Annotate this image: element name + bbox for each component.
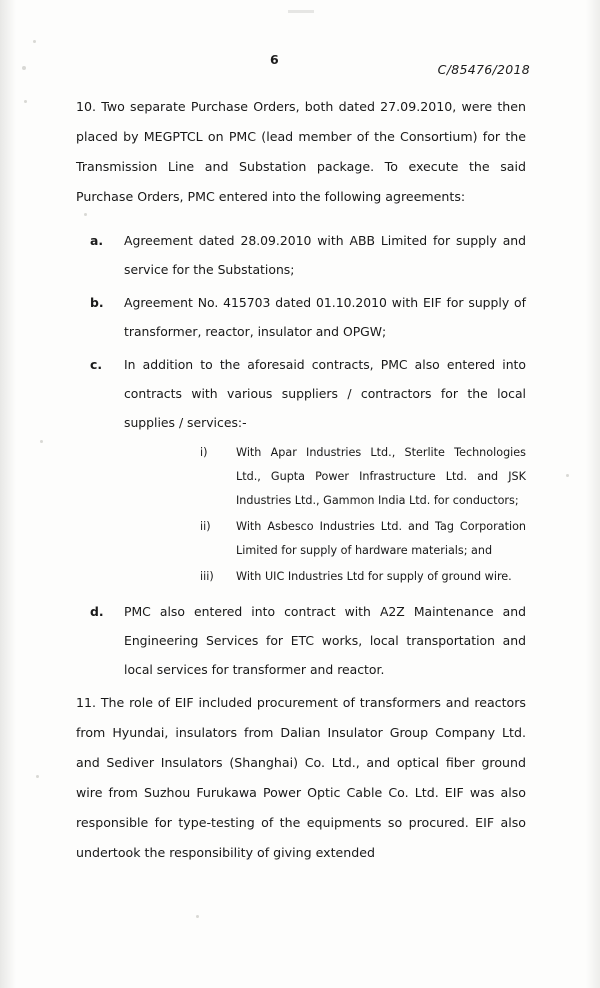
paragraph-10 (76, 92, 526, 212)
list-item-text: With Apar Industries Ltd., Sterlite Technologies Ltd., Gupta Power Infrastructure Ltd. and JSK Industries Ltd., Gammon India Ltd. for conductors; (236, 446, 526, 507)
scan-artifact (24, 100, 27, 103)
list-item (192, 441, 526, 513)
alpha-list-continued (76, 597, 526, 684)
scan-artifact (196, 915, 199, 918)
list-marker: b. (90, 295, 104, 310)
paragraph-10-text: Two separate Purchase Orders, both dated 27.09.2010, were then placed by MEGPTCL on PMC (lead member of the Consortium) for the Transmission Line and Substation package. To execute the said Purchase Orders, PMC entered into the following agreements: (76, 99, 526, 204)
list-item (192, 565, 526, 589)
document-body (76, 92, 526, 882)
list-item (76, 288, 526, 346)
list-item-text: In addition to the aforesaid contracts, PMC also entered into contracts with various suppliers / contractors for the local supplies / services:- (124, 357, 526, 430)
scan-artifact (22, 66, 26, 70)
scan-artifact (40, 440, 43, 443)
page-number: 6 (270, 52, 279, 67)
list-marker: c. (90, 357, 103, 372)
scan-artifact (288, 10, 314, 13)
list-item (76, 226, 526, 284)
page-header (60, 52, 530, 78)
scan-artifact (566, 474, 569, 477)
scan-artifact (33, 40, 36, 43)
alpha-list (76, 226, 526, 437)
list-marker: a. (90, 233, 104, 248)
list-item-text: With Asbesco Industries Ltd. and Tag Corporation Limited for supply of hardware materials; and (236, 520, 526, 557)
roman-list (192, 441, 526, 589)
paragraph-10-number: 10. (76, 99, 97, 114)
list-item-text: Agreement dated 28.09.2010 with ABB Limited for supply and service for the Substations; (124, 233, 526, 277)
list-marker: iii) (200, 570, 214, 583)
list-item (192, 515, 526, 563)
list-item-text: Agreement No. 415703 dated 01.10.2010 with EIF for supply of transformer, reactor, insulator and OPGW; (124, 295, 526, 339)
list-marker: ii) (200, 520, 211, 533)
paragraph-11-text: The role of EIF included procurement of transformers and reactors from Hyundai, insulators from Dalian Insulator Group Company Ltd. and Sediver Insulators (Shanghai) Co. Ltd., and optical fiber ground wire from Suzhou Furukawa Power Optic Cable Co. Ltd. EIF was also responsible for type-testing of the equipments so procured. EIF also undertook the responsibility of giving extended (76, 695, 526, 860)
case-number: C/85476/2018 (437, 62, 530, 77)
list-marker: i) (200, 446, 208, 459)
list-item-text: With UIC Industries Ltd for supply of ground wire. (236, 570, 512, 583)
list-item (76, 597, 526, 684)
scan-artifact (36, 775, 39, 778)
list-item (76, 350, 526, 437)
list-item-text: PMC also entered into contract with A2Z Maintenance and Engineering Services for ETC works, local transportation and local services for transformer and reactor. (124, 604, 526, 677)
paragraph-11-number: 11. (76, 695, 97, 710)
list-marker: d. (90, 604, 104, 619)
paragraph-11 (76, 688, 526, 868)
